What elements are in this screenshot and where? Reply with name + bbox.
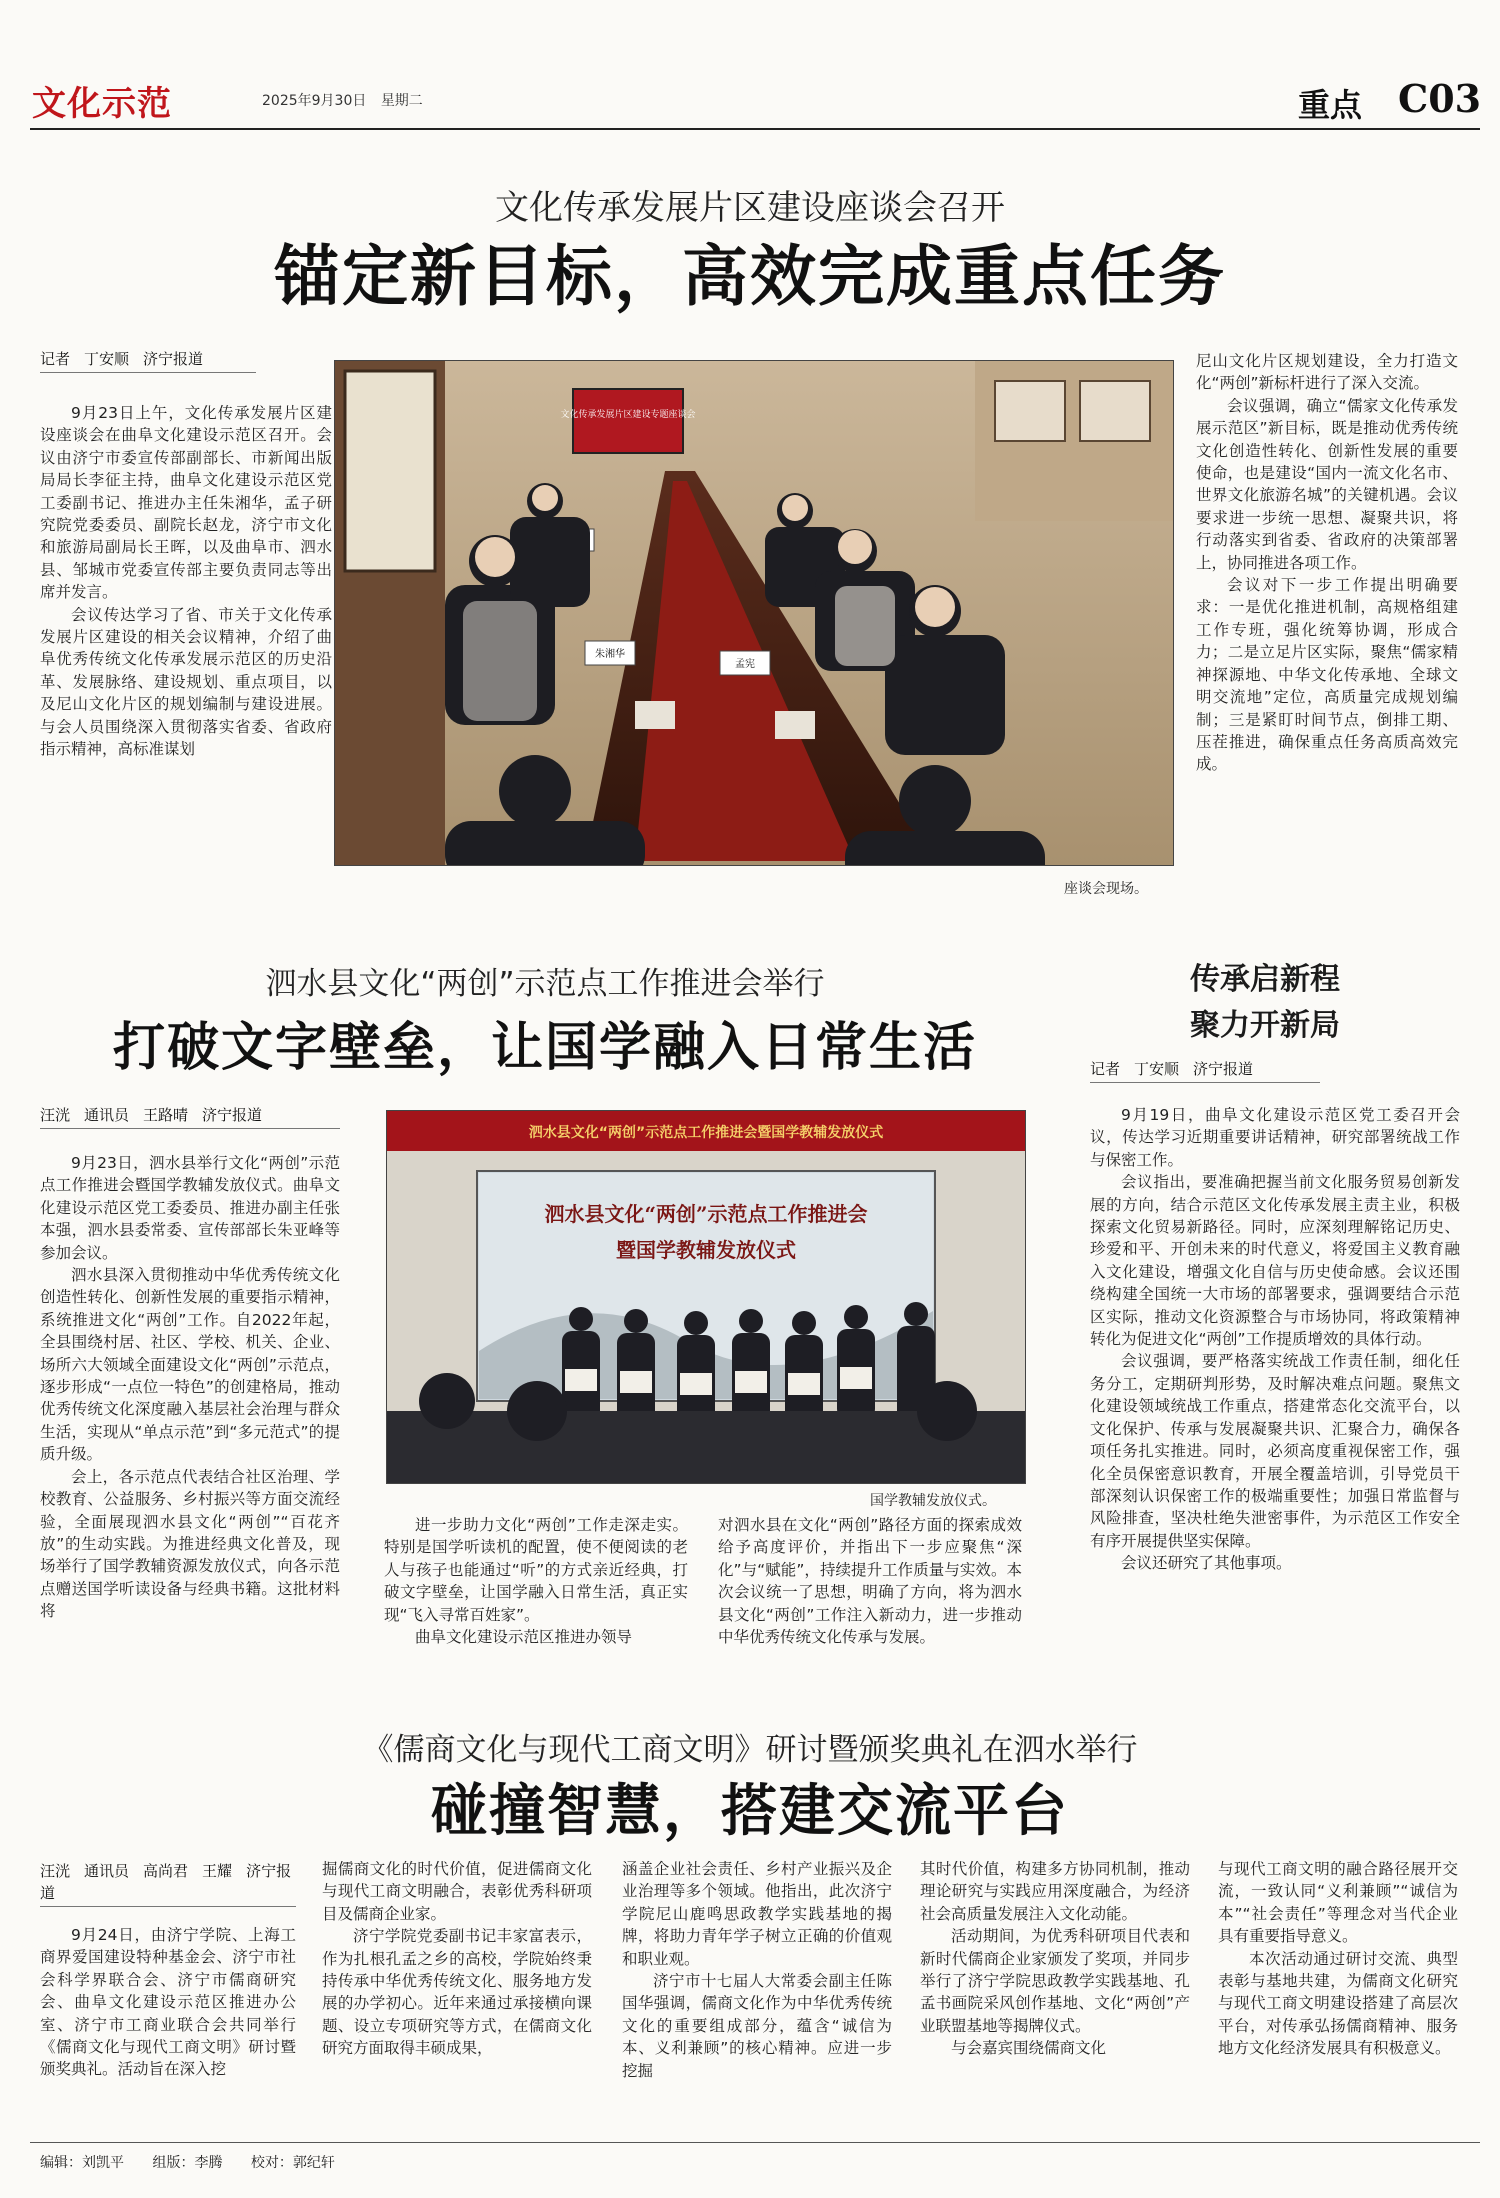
article4-col1 xyxy=(40,1924,296,2128)
article1-kicker: 文化传承发展片区建设座谈会召开 xyxy=(495,188,1005,228)
article4-col4 xyxy=(920,1858,1190,2128)
paragraph: 9月19日，曲阜文化建设示范区党工委召开会议，传达学习近期重要讲话精神，研究部署统战工作与保密工作。 xyxy=(1090,1106,1460,1169)
name-card: 孟宪 xyxy=(735,659,755,670)
footer-editor: 编辑：刘凯平 xyxy=(40,2155,124,2171)
article1-photo-caption: 座谈会现场。 xyxy=(1064,881,1148,897)
issue-date xyxy=(262,90,423,110)
paragraph: 尼山文化片区规划建设，全力打造文化“两创”新标杆进行了深入交流。 xyxy=(1196,352,1458,393)
paragraph: 与会嘉宾围绕儒商文化 xyxy=(951,2039,1107,2058)
paragraph: 泗水县深入贯彻推动中华优秀传统文化创造性转化、创新性发展的重要指示精神，系统推进文化“两创”工作。自2022年起，全县围绕村居、社区、学校、机关、企业、场所六大领域全面建设文化“两创”示范点，逐步形成“一点位一特色”的创建格局，推动优秀传统文化深度融入基层社会治理与群众生活，实现从“单点示范”到“多元范式”的提质升级。 xyxy=(40,1266,340,1464)
section-label: 重点 xyxy=(1298,86,1363,124)
footer-rule xyxy=(30,2142,1480,2143)
issue-weekday: 星期二 xyxy=(380,93,423,109)
paragraph: 会上，各示范点代表结合社区治理、学校教育、公益服务、乡村振兴等方面交流经验，全面展现泗水县文化“两创”“百花齐放”的生动实践。为推进经典文化普及，现场举行了国学教辅资源发放仪式，向各示范点赠送国学听读设备与经典书籍。这批材料将 xyxy=(40,1467,340,1621)
paragraph: 对泗水县在文化“两创”路径方面的探索成效给予高度评价，并指出下一步应聚焦“深化”与“赋能”，持续提升工作质量与实效。本次会议统一了思想，明确了方向，将为泗水县文化“两创”工作注入新动力，进一步推动中华优秀传统文化传承与发展。 xyxy=(718,1516,1022,1647)
screen-title: 文化传承发展片区建设专题座谈会 xyxy=(560,410,696,420)
article2-col2 xyxy=(384,1514,688,1754)
paragraph: 会议对下一步工作提出明确要求：一是优化推进机制，高规格组建工作专班，强化统筹协调，形成合力；二是立足片区实际，聚焦“儒家精神探源地、中华文化传承地、全球文明交流地”定位，高质量完成规划编制；三是紧盯时间节点，倒排工期、压茬推进，确保重点任务高质高效完成。 xyxy=(1196,576,1458,774)
paragraph: 济宁市十七届人大常委会副主任陈国华强调，儒商文化作为中华优秀传统文化的重要组成部分，蕴含“诚信为本、义利兼顾”的核心精神。应进一步挖掘 xyxy=(622,1972,892,2080)
article1-headline: 锚定新目标，高效完成重点任务 xyxy=(274,237,1226,315)
article1-byline xyxy=(40,348,256,373)
masthead-logo: 文化示范 xyxy=(32,84,172,124)
byline-location: 济宁报道 xyxy=(202,1106,263,1124)
paragraph: 会议强调，要严格落实统战工作责任制，细化任务分工，定期研判形势，及时解决难点问题。聚焦文化建设领域统战工作重点，搭建常态化交流平台，以文化保护、传承与发展凝聚共识、汇聚合力，确保各项任务扎实推进。同时，必须高度重视保密工作，强化全员保密意识教育，开展全覆盖培训，引导党员干部深刻认识保密工作的极端重要性；加强日常监督与风险排查，坚决杜绝失泄密事件，为示范区工作安全有序开展提供坚实保障。 xyxy=(1090,1352,1460,1550)
article2-byline xyxy=(40,1104,340,1129)
paragraph: 会议传达学习了省、市关于文化传承发展片区建设的相关会议精神，介绍了曲阜优秀传统文化传承发展示范区的历史沿革、发展脉络、建设规划、重点项目，以及尼山文化片区的规划编制与建设进展。与会人员围绕深入贯彻落实省委、省政府指示精神，高标准谋划 xyxy=(40,605,332,759)
article1-col1 xyxy=(40,402,332,912)
paragraph: 与现代工商文明的融合路径展开交流，一致认同“义利兼顾”“诚信为本”“社会责任”等理念对当代企业具有重要指导意义。 xyxy=(1218,1860,1458,1946)
byline-author: 王路晴 xyxy=(143,1106,189,1124)
footer-layout: 组版：李腾 xyxy=(152,2155,223,2171)
meeting-photo-svg xyxy=(335,361,1173,865)
paragraph: 会议强调，确立“儒家文化传承发展示范区”新目标，既是推动优秀传统文化创造性转化、创新性发展的重要使命，也是建设“国内一流文化名市、世界文化旅游名城”的关键机遇。会议要求进一步统一思想、凝聚共识，将行动落实到省委、省政府的决策部署上，协同推进各项工作。 xyxy=(1196,396,1458,572)
paragraph: 涵盖企业社会责任、乡村产业振兴及企业治理等多个领域。他指出，此次济宁学院尼山鹿鸣思政教学实践基地的揭牌，将助力青年学子树立正确的价值观和职业观。 xyxy=(622,1860,892,1968)
byline-role: 通讯员 xyxy=(84,1106,130,1124)
article3-body xyxy=(1090,1104,1460,1716)
paragraph: 会议还研究了其他事项。 xyxy=(1121,1554,1292,1573)
article4-col2 xyxy=(322,1858,592,2128)
byline-author: 高尚君 xyxy=(143,1862,189,1880)
article4-col5 xyxy=(1218,1858,1458,2128)
article4-byline xyxy=(40,1860,296,1907)
header-rule xyxy=(30,128,1480,130)
screen-line: 泗水县文化“两创”示范点工作推进会 xyxy=(544,1202,868,1226)
paragraph: 9月23日，泗水县举行文化“两创”示范点工作推进会暨国学教辅发放仪式。曲阜文化建设示范区党工委委员、推进办副主任张本强，泗水县委常委、宣传部部长朱亚峰等参加会议。 xyxy=(40,1154,340,1262)
article2-photo-caption: 国学教辅发放仪式。 xyxy=(870,1493,996,1509)
byline-location: 济宁报道 xyxy=(40,1862,292,1902)
paragraph: 会议指出，要准确把握当前文化服务贸易创新发展的方向，结合示范区文化传承发展主责主业，积极探索文化贸易新路径。同时，应深刻理解铭记历史、珍爱和平、开创未来的时代意义，将爱国主义教育融入文化建设，增强文化自信与历史使命感。会议还围绕构建全国统一大市场的部署要求，强调要结合示范区实际，推动文化资源整合与市场协同，将政策精神转化为促进文化“两创”工作提质增效的具体行动。 xyxy=(1090,1173,1460,1349)
article3-headline-line2: 聚力开新局 xyxy=(1190,1008,1340,1043)
article2-headline: 打破文字壁垒，让国学融入日常生活 xyxy=(112,1017,977,1078)
article3-headline-line1: 传承启新程 xyxy=(1190,962,1340,997)
paragraph: 本次活动通过研讨交流、典型表彰与基地共建，为儒商文化研究与现代工商文明建设搭建了高层次平台，对传承弘扬儒商精神、服务地方文化经济发展具有积极意义。 xyxy=(1218,1949,1458,2058)
stage-banner: 泗水县文化“两创”示范点工作推进会暨国学教辅发放仪式 xyxy=(528,1125,884,1141)
page-number: C03 xyxy=(1398,76,1482,121)
name-card: 朱湘华 xyxy=(595,649,625,660)
article4-kicker: 《儒商文化与现代工商文明》研讨暨颁奖典礼在泗水举行 xyxy=(362,1732,1138,1768)
byline-author: 汪洸 xyxy=(40,1106,71,1124)
byline-author: 王耀 xyxy=(202,1862,233,1880)
byline-location: 济宁报道 xyxy=(1193,1060,1254,1078)
byline-author: 汪洸 xyxy=(40,1862,71,1880)
article4-headline: 碰撞智慧，搭建交流平台 xyxy=(431,1778,1069,1844)
byline-author: 丁安顺 xyxy=(1134,1060,1180,1078)
byline-author: 丁安顺 xyxy=(84,350,130,368)
article2-col3 xyxy=(718,1514,1022,1754)
article3-byline xyxy=(1090,1058,1320,1083)
paragraph: 曲阜文化建设示范区推进办领导 xyxy=(415,1628,633,1647)
byline-role: 通讯员 xyxy=(84,1862,130,1880)
paragraph: 其时代价值，构建多方协同机制，推动理论研究与实践应用深度融合，为经济社会高质量发展注入文化动能。 xyxy=(920,1860,1190,1923)
screen-line: 暨国学教辅发放仪式 xyxy=(616,1238,796,1262)
byline-role: 记者 xyxy=(40,350,71,368)
article2-col1 xyxy=(40,1152,340,1770)
article2-photo xyxy=(386,1110,1026,1484)
article4-col3 xyxy=(622,1858,892,2128)
article1-photo xyxy=(334,360,1174,866)
byline-location: 济宁报道 xyxy=(143,350,204,368)
paragraph: 9月23日上午，文化传承发展片区建设座谈会在曲阜文化建设示范区召开。会议由济宁市委宣传部副部长、市新闻出版局局长李征主持，曲阜文化建设示范区党工委副书记、推进办主任朱湘华，孟子研究院党委委员、副院长赵龙，济宁市文化和旅游局副局长王晖，以及曲阜市、泗水县、邹城市党委宣传部主要负责同志等出席并发言。 xyxy=(40,404,332,602)
paragraph: 济宁学院党委副书记丰家富表示，作为扎根孔孟之乡的高校，学院始终秉持传承中华优秀传统文化、服务地方发展的办学初心。近年来通过承接横向课题、设立专项研究等方式，在儒商文化研究方面取得丰硕成果， xyxy=(322,1927,592,2058)
article1-col3 xyxy=(1196,350,1458,910)
ceremony-photo-svg xyxy=(387,1111,1025,1483)
footer-credits xyxy=(40,2152,335,2172)
paragraph: 进一步助力文化“两创”工作走深走实。特别是国学听读机的配置，使不便阅读的老人与孩子也能通过“听”的方式亲近经典，打破文字壁垒，让国学融入日常生活，真正实现“飞入寻常百姓家”。 xyxy=(384,1516,688,1624)
paragraph: 活动期间，为优秀科研项目代表和新时代儒商企业家颁发了奖项，并同步举行了济宁学院思政教学实践基地、孔孟书画院采风创作基地、文化“两创”产业联盟基地等揭牌仪式。 xyxy=(920,1927,1190,2035)
footer-proof: 校对：郭纪轩 xyxy=(250,2155,335,2171)
article2-kicker: 泗水县文化“两创”示范点工作推进会举行 xyxy=(265,966,825,1002)
byline-role: 记者 xyxy=(1090,1060,1121,1078)
paragraph: 掘儒商文化的时代价值，促进儒商文化与现代工商文明融合，表彰优秀科研项目及儒商企业家。 xyxy=(322,1860,592,1923)
issue-date-text: 2025年9月30日 xyxy=(262,93,367,109)
paragraph: 9月24日，由济宁学院、上海工商界爱国建设特种基金会、济宁市社会科学界联合会、济宁市儒商研究会、曲阜文化建设示范区推进办公室、济宁市工商业联合会共同举行《儒商文化与现代工商文明》研讨暨颁奖典礼。活动旨在深入挖 xyxy=(40,1926,296,2079)
